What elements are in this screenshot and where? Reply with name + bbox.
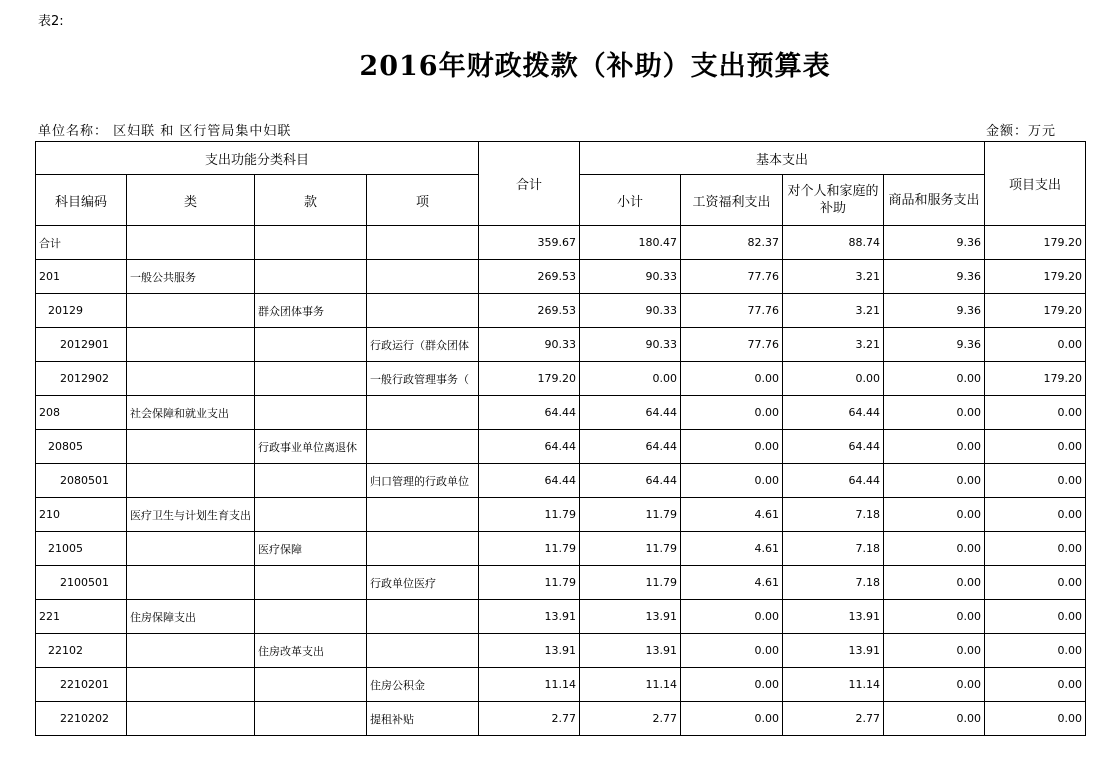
cell-total: 269.53: [479, 260, 580, 294]
goods-services-header: 商品和服务支出: [884, 175, 985, 226]
table-row: [36, 464, 1086, 498]
cell-goods: 0.00: [884, 668, 985, 702]
cell-personal: 3.21: [783, 294, 884, 328]
cell-personal: 7.18: [783, 498, 884, 532]
amount-unit: 金额：万元: [986, 124, 1057, 139]
cell-subtotal: 13.91: [580, 634, 681, 668]
cell-project: 0.00: [985, 430, 1086, 464]
cell-subtotal: 11.79: [580, 566, 681, 600]
cell-xiang: 行政单位医疗: [367, 566, 479, 600]
table-row: [36, 668, 1086, 702]
cell-lei: [127, 430, 255, 464]
cell-project: 179.20: [985, 226, 1086, 260]
cell-xiang: 一般行政管理事务（: [367, 362, 479, 396]
table-row: [36, 498, 1086, 532]
basic-expenditure-header: 基本支出: [580, 142, 985, 175]
cell-total: 11.79: [479, 566, 580, 600]
cell-project: 0.00: [985, 702, 1086, 736]
cell-xiang: 行政运行（群众团体: [367, 328, 479, 362]
budget-table: [35, 141, 1086, 736]
cell-code: 208: [36, 396, 127, 430]
cell-lei: [127, 362, 255, 396]
cell-project: 0.00: [985, 328, 1086, 362]
table-row: [36, 634, 1086, 668]
cell-goods: 0.00: [884, 464, 985, 498]
cell-code: 2080501: [36, 464, 127, 498]
cell-code: 2012902: [36, 362, 127, 396]
table-row: [36, 566, 1086, 600]
cell-xiang: [367, 634, 479, 668]
cell-xiang: 住房公积金: [367, 668, 479, 702]
cell-kuan: 医疗保障: [255, 532, 367, 566]
lei-header: 类: [127, 175, 255, 226]
cell-total: 11.14: [479, 668, 580, 702]
cell-kuan: [255, 362, 367, 396]
cell-kuan: 住房改革支出: [255, 634, 367, 668]
code-header: 科目编码: [36, 175, 127, 226]
cell-salary: 0.00: [681, 600, 783, 634]
cell-lei: [127, 668, 255, 702]
cell-salary: 0.00: [681, 634, 783, 668]
cell-subtotal: 90.33: [580, 260, 681, 294]
cell-goods: 0.00: [884, 702, 985, 736]
cell-salary: 0.00: [681, 396, 783, 430]
cell-subtotal: 11.79: [580, 498, 681, 532]
cell-lei: 医疗卫生与计划生育支出: [127, 498, 255, 532]
cell-salary: 0.00: [681, 702, 783, 736]
subtotal-header: 小计: [580, 175, 681, 226]
project-expenditure-header: 项目支出: [985, 142, 1086, 226]
cell-goods: 0.00: [884, 430, 985, 464]
cell-code: 2100501: [36, 566, 127, 600]
cell-subtotal: 64.44: [580, 464, 681, 498]
cell-project: 179.20: [985, 362, 1086, 396]
cell-project: 0.00: [985, 600, 1086, 634]
cell-kuan: [255, 226, 367, 260]
cell-code: 2210201: [36, 668, 127, 702]
cell-lei: [127, 328, 255, 362]
table-row: [36, 600, 1086, 634]
total-header: 合计: [479, 142, 580, 226]
cell-kuan: [255, 464, 367, 498]
cell-subtotal: 11.79: [580, 532, 681, 566]
cell-lei: [127, 532, 255, 566]
cell-subtotal: 13.91: [580, 600, 681, 634]
table-row: [36, 430, 1086, 464]
cell-personal: 13.91: [783, 600, 884, 634]
cell-personal: 0.00: [783, 362, 884, 396]
cell-personal: 7.18: [783, 566, 884, 600]
cell-xiang: [367, 294, 479, 328]
cell-personal: 13.91: [783, 634, 884, 668]
cell-salary: 0.00: [681, 668, 783, 702]
function-category-header: 支出功能分类科目: [36, 142, 479, 175]
table-row: [36, 396, 1086, 430]
cell-personal: 88.74: [783, 226, 884, 260]
cell-project: 0.00: [985, 396, 1086, 430]
cell-code: 2210202: [36, 702, 127, 736]
cell-goods: 0.00: [884, 600, 985, 634]
cell-total: 179.20: [479, 362, 580, 396]
cell-kuan: [255, 566, 367, 600]
cell-lei: [127, 634, 255, 668]
cell-subtotal: 64.44: [580, 430, 681, 464]
cell-code: 20129: [36, 294, 127, 328]
table-row: [36, 260, 1086, 294]
cell-salary: 0.00: [681, 464, 783, 498]
cell-project: 0.00: [985, 532, 1086, 566]
cell-total: 11.79: [479, 498, 580, 532]
cell-goods: 0.00: [884, 498, 985, 532]
cell-goods: 0.00: [884, 396, 985, 430]
cell-salary: 0.00: [681, 362, 783, 396]
cell-total: 13.91: [479, 600, 580, 634]
table-row: [36, 532, 1086, 566]
cell-salary: 4.61: [681, 498, 783, 532]
cell-goods: 9.36: [884, 294, 985, 328]
unit-name: 单位名称： 区妇联 和 区行管局集中妇联: [38, 124, 292, 139]
cell-total: 64.44: [479, 396, 580, 430]
cell-total: 2.77: [479, 702, 580, 736]
cell-code: 221: [36, 600, 127, 634]
cell-total: 269.53: [479, 294, 580, 328]
cell-subtotal: 2.77: [580, 702, 681, 736]
xiang-header: 项: [367, 175, 479, 226]
cell-lei: 一般公共服务: [127, 260, 255, 294]
cell-goods: 9.36: [884, 260, 985, 294]
table-row: [36, 226, 1086, 260]
cell-personal: 3.21: [783, 328, 884, 362]
cell-goods: 9.36: [884, 328, 985, 362]
cell-personal: 64.44: [783, 396, 884, 430]
cell-lei: [127, 702, 255, 736]
cell-subtotal: 90.33: [580, 328, 681, 362]
cell-xiang: 提租补贴: [367, 702, 479, 736]
cell-code: 21005: [36, 532, 127, 566]
cell-project: 179.20: [985, 294, 1086, 328]
cell-project: 0.00: [985, 566, 1086, 600]
cell-total: 90.33: [479, 328, 580, 362]
table-row: [36, 328, 1086, 362]
cell-xiang: 归口管理的行政单位: [367, 464, 479, 498]
cell-kuan: [255, 600, 367, 634]
cell-subtotal: 90.33: [580, 294, 681, 328]
cell-lei: [127, 294, 255, 328]
cell-xiang: [367, 260, 479, 294]
table-label: 表2:: [38, 14, 64, 29]
cell-goods: 0.00: [884, 566, 985, 600]
cell-code: 201: [36, 260, 127, 294]
cell-subtotal: 180.47: [580, 226, 681, 260]
salary-header: 工资福利支出: [681, 175, 783, 226]
cell-kuan: [255, 396, 367, 430]
table-row: [36, 702, 1086, 736]
cell-total: 13.91: [479, 634, 580, 668]
table-row: [36, 362, 1086, 396]
cell-lei: [127, 464, 255, 498]
cell-goods: 9.36: [884, 226, 985, 260]
table-row: [36, 294, 1086, 328]
cell-total: 64.44: [479, 464, 580, 498]
cell-salary: 4.61: [681, 566, 783, 600]
cell-total: 64.44: [479, 430, 580, 464]
page-title: 2016年财政拨款（补助）支出预算表: [359, 51, 831, 82]
cell-total: 11.79: [479, 532, 580, 566]
cell-kuan: [255, 702, 367, 736]
cell-code: 20805: [36, 430, 127, 464]
cell-kuan: [255, 328, 367, 362]
cell-salary: 0.00: [681, 430, 783, 464]
cell-personal: 11.14: [783, 668, 884, 702]
cell-code: 合计: [36, 226, 127, 260]
kuan-header: 款: [255, 175, 367, 226]
cell-personal: 2.77: [783, 702, 884, 736]
cell-kuan: 群众团体事务: [255, 294, 367, 328]
cell-personal: 64.44: [783, 464, 884, 498]
cell-lei: [127, 566, 255, 600]
cell-salary: 77.76: [681, 294, 783, 328]
cell-personal: 64.44: [783, 430, 884, 464]
cell-kuan: [255, 260, 367, 294]
cell-xiang: [367, 226, 479, 260]
cell-goods: 0.00: [884, 634, 985, 668]
cell-project: 0.00: [985, 464, 1086, 498]
cell-total: 359.67: [479, 226, 580, 260]
cell-personal: 3.21: [783, 260, 884, 294]
cell-code: 22102: [36, 634, 127, 668]
cell-lei: [127, 226, 255, 260]
cell-kuan: [255, 498, 367, 532]
cell-xiang: [367, 498, 479, 532]
cell-salary: 77.76: [681, 328, 783, 362]
cell-project: 0.00: [985, 668, 1086, 702]
cell-xiang: [367, 600, 479, 634]
cell-project: 0.00: [985, 634, 1086, 668]
cell-code: 2012901: [36, 328, 127, 362]
cell-salary: 77.76: [681, 260, 783, 294]
cell-kuan: [255, 668, 367, 702]
personal-subsidy-header: 对个人和家庭的补助: [783, 175, 884, 226]
cell-salary: 4.61: [681, 532, 783, 566]
cell-xiang: [367, 430, 479, 464]
cell-xiang: [367, 396, 479, 430]
cell-project: 0.00: [985, 498, 1086, 532]
cell-kuan: 行政事业单位离退休: [255, 430, 367, 464]
cell-goods: 0.00: [884, 362, 985, 396]
cell-project: 179.20: [985, 260, 1086, 294]
cell-subtotal: 0.00: [580, 362, 681, 396]
cell-goods: 0.00: [884, 532, 985, 566]
cell-subtotal: 11.14: [580, 668, 681, 702]
cell-salary: 82.37: [681, 226, 783, 260]
cell-xiang: [367, 532, 479, 566]
cell-lei: 社会保障和就业支出: [127, 396, 255, 430]
cell-lei: 住房保障支出: [127, 600, 255, 634]
cell-code: 210: [36, 498, 127, 532]
cell-subtotal: 64.44: [580, 396, 681, 430]
cell-personal: 7.18: [783, 532, 884, 566]
